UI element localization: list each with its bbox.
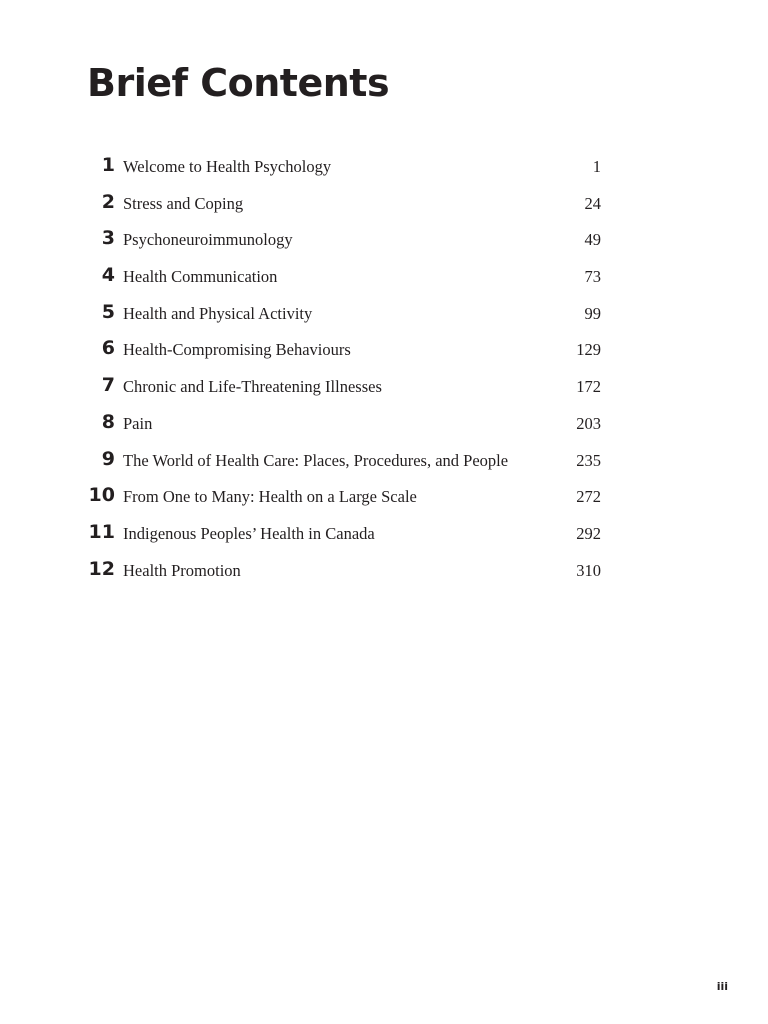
chapter-title: Stress and Coping [123, 193, 244, 213]
toc-entry[interactable] [87, 515, 601, 552]
chapter-title: Welcome to Health Psychology [123, 157, 332, 176]
chapter-page-number: 129 [576, 340, 601, 360]
toc-entry[interactable] [87, 221, 601, 258]
chapter-number: 2 [101, 190, 115, 213]
chapter-title: Chronic and Life-Threatening Illnesses [123, 377, 382, 397]
toc-entry[interactable] [87, 442, 601, 479]
toc-entry[interactable] [87, 478, 601, 515]
page-title: Brief Contents [87, 61, 390, 105]
chapter-page-number: 272 [576, 487, 601, 507]
chapter-page-number: 172 [576, 377, 601, 397]
chapter-page-number: 1 [592, 157, 601, 176]
chapter-number: 7 [101, 374, 115, 397]
table-of-contents [87, 148, 601, 588]
chapter-number: 11 [88, 520, 115, 543]
toc-entry[interactable] [87, 405, 601, 442]
chapter-number: 6 [101, 337, 115, 360]
chapter-title: The World of Health Care: Places, Procedures, and People [123, 450, 509, 470]
chapter-page-number: 49 [584, 230, 601, 250]
chapter-title: From One to Many: Health on a Large Scale [123, 487, 417, 507]
chapter-page-number: 235 [576, 450, 601, 470]
page-folio: iii [716, 980, 728, 993]
chapter-title: Health and Physical Activity [123, 303, 313, 323]
chapter-page-number: 310 [576, 560, 601, 580]
chapter-number: 8 [101, 410, 115, 433]
chapter-number: 3 [101, 227, 115, 250]
chapter-number: 10 [88, 484, 115, 507]
chapter-number: 4 [101, 264, 115, 287]
chapter-page-number: 24 [584, 193, 601, 213]
chapter-number: 12 [88, 557, 115, 580]
chapter-page-number: 99 [584, 303, 601, 323]
chapter-number: 1 [101, 154, 115, 176]
chapter-title: Indigenous Peoples’ Health in Canada [123, 523, 375, 543]
toc-entry[interactable] [87, 331, 601, 368]
toc-entry[interactable] [87, 148, 601, 185]
chapter-page-number: 73 [584, 267, 601, 287]
chapter-page-number: 292 [576, 523, 601, 543]
chapter-title: Pain [123, 413, 153, 433]
chapter-page-number: 203 [576, 413, 601, 433]
chapter-number: 5 [101, 300, 115, 323]
chapter-title: Health-Compromising Behaviours [123, 340, 351, 360]
chapter-title: Psychoneuroimmunology [123, 230, 293, 250]
toc-entry[interactable] [87, 258, 601, 295]
toc-entry[interactable] [87, 552, 601, 589]
toc-entry[interactable] [87, 368, 601, 405]
toc-entry[interactable] [87, 295, 601, 332]
chapter-number: 9 [101, 447, 115, 470]
chapter-title: Health Promotion [123, 560, 241, 580]
toc-entry[interactable] [87, 185, 601, 222]
chapter-title: Health Communication [123, 267, 278, 287]
